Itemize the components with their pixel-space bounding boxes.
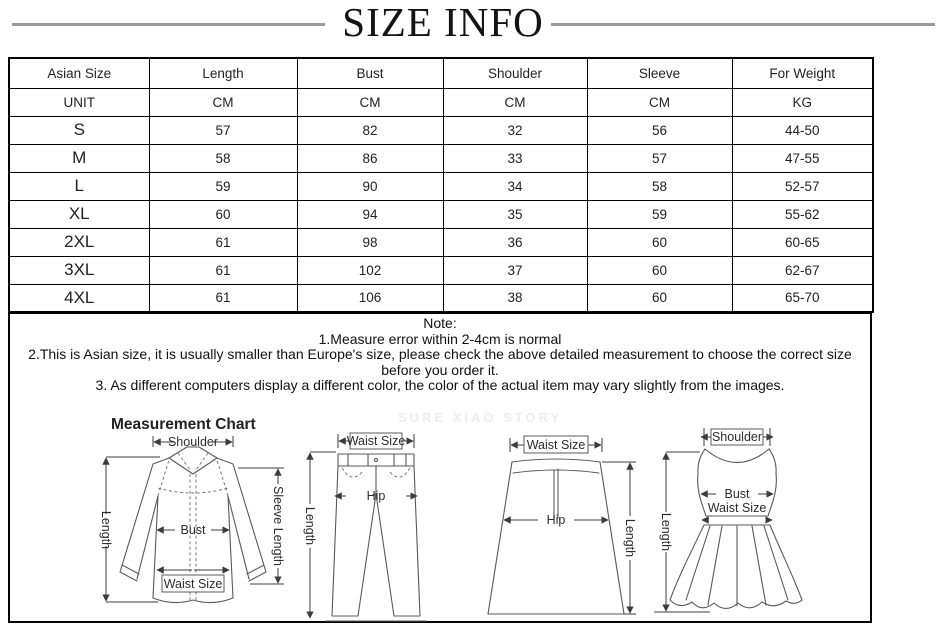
length-value: 58 [149, 144, 297, 172]
measurement-chart-heading: Measurement Chart [111, 416, 256, 433]
unit-cell: CM [587, 88, 732, 116]
table-row [9, 284, 873, 312]
bust-value: 82 [297, 116, 443, 144]
bust-value: 98 [297, 228, 443, 256]
shoulder-value: 32 [443, 116, 587, 144]
pants-length-label: Length [303, 506, 317, 546]
col-header-shoulder: Shoulder [443, 58, 587, 88]
sleeve-value: 56 [587, 116, 732, 144]
note-line-1: 1.Measure error within 2-4cm is normal [318, 330, 562, 347]
unit-cell: CM [297, 88, 443, 116]
shoulder-value: 35 [443, 200, 587, 228]
size-label: 4XL [9, 284, 149, 312]
length-value: 61 [149, 284, 297, 312]
unit-cell: UNIT [9, 88, 149, 116]
weight-value: 62-67 [732, 256, 873, 284]
sleeve-value: 60 [587, 228, 732, 256]
shirt-waist-label: Waist Size [163, 577, 223, 591]
shoulder-value: 33 [443, 144, 587, 172]
dress-diagram [652, 426, 816, 624]
table-row [9, 144, 873, 172]
shoulder-value: 34 [443, 172, 587, 200]
sleeve-value: 59 [587, 200, 732, 228]
table-row [9, 256, 873, 284]
table-row [9, 116, 873, 144]
title-rule-right [551, 23, 935, 26]
dress-shoulder-label: Shoulder [711, 430, 763, 444]
length-value: 61 [149, 228, 297, 256]
title-rule-left [12, 23, 325, 26]
col-header-asian-size: Asian Size [9, 58, 149, 88]
unit-cell: CM [443, 88, 587, 116]
size-label: M [9, 144, 149, 172]
length-value: 61 [149, 256, 297, 284]
watermark: SURE XIAO STORY [398, 410, 563, 425]
dress-length-label: Length [659, 512, 673, 552]
page-title: SIZE INFO [342, 0, 544, 45]
pants-waist-label: Waist Size [346, 434, 406, 448]
shoulder-value: 37 [443, 256, 587, 284]
notes [10, 314, 870, 394]
unit-row [9, 88, 873, 116]
note-and-chart-box [8, 312, 872, 623]
dress-bust-label: Bust [724, 487, 750, 501]
sleeve-value: 58 [587, 172, 732, 200]
bust-value: 102 [297, 256, 443, 284]
size-label: 2XL [9, 228, 149, 256]
col-header-bust: Bust [297, 58, 443, 88]
table-row [9, 200, 873, 228]
table-row [9, 228, 873, 256]
bust-value: 90 [297, 172, 443, 200]
note-line-3: 3. As different computers display a different color, the color of the actual item may vary slightly from the images. [95, 377, 785, 394]
weight-value: 52-57 [732, 172, 873, 200]
sleeve-value: 57 [587, 144, 732, 172]
bust-value: 106 [297, 284, 443, 312]
size-table [8, 57, 872, 313]
col-header-length: Length [149, 58, 297, 88]
shirt-diagram [90, 432, 294, 618]
shirt-bust-label: Bust [180, 523, 206, 537]
pants-hip-label: Hip [366, 489, 386, 503]
shirt-length-label: Length [99, 510, 113, 550]
table-row [9, 172, 873, 200]
weight-value: 47-55 [732, 144, 873, 172]
skirt-waist-label: Waist Size [526, 438, 586, 452]
size-label: 3XL [9, 256, 149, 284]
weight-value: 65-70 [732, 284, 873, 312]
note-line-2: 2.This is Asian size, it is usually smaller than Europe's size, please check the above detailed measurement to choose the correct size before you order it. [28, 346, 852, 378]
shirt-shoulder-label: Shoulder [167, 435, 219, 449]
bust-value: 86 [297, 144, 443, 172]
length-value: 60 [149, 200, 297, 228]
size-label: S [9, 116, 149, 144]
shirt-sleeve-length-label: Sleeve Length [271, 486, 285, 566]
length-value: 57 [149, 116, 297, 144]
bust-value: 94 [297, 200, 443, 228]
weight-value: 44-50 [732, 116, 873, 144]
col-header-sleeve: Sleeve [587, 58, 732, 88]
note-heading: Note: [423, 315, 457, 331]
weight-value: 60-65 [732, 228, 873, 256]
unit-cell: CM [149, 88, 297, 116]
size-label: L [9, 172, 149, 200]
dress-waist-label: Waist Size [707, 501, 767, 515]
length-value: 59 [149, 172, 297, 200]
skirt-diagram [476, 432, 638, 624]
shoulder-value: 38 [443, 284, 587, 312]
sleeve-value: 60 [587, 256, 732, 284]
size-label: XL [9, 200, 149, 228]
unit-cell: KG [732, 88, 873, 116]
skirt-hip-label: Hip [546, 513, 566, 527]
col-header-weight: For Weight [732, 58, 873, 88]
pants-diagram [298, 430, 432, 624]
skirt-length-label: Length [623, 518, 637, 558]
table-header-row [9, 58, 873, 88]
shoulder-value: 36 [443, 228, 587, 256]
weight-value: 55-62 [732, 200, 873, 228]
sleeve-value: 60 [587, 284, 732, 312]
